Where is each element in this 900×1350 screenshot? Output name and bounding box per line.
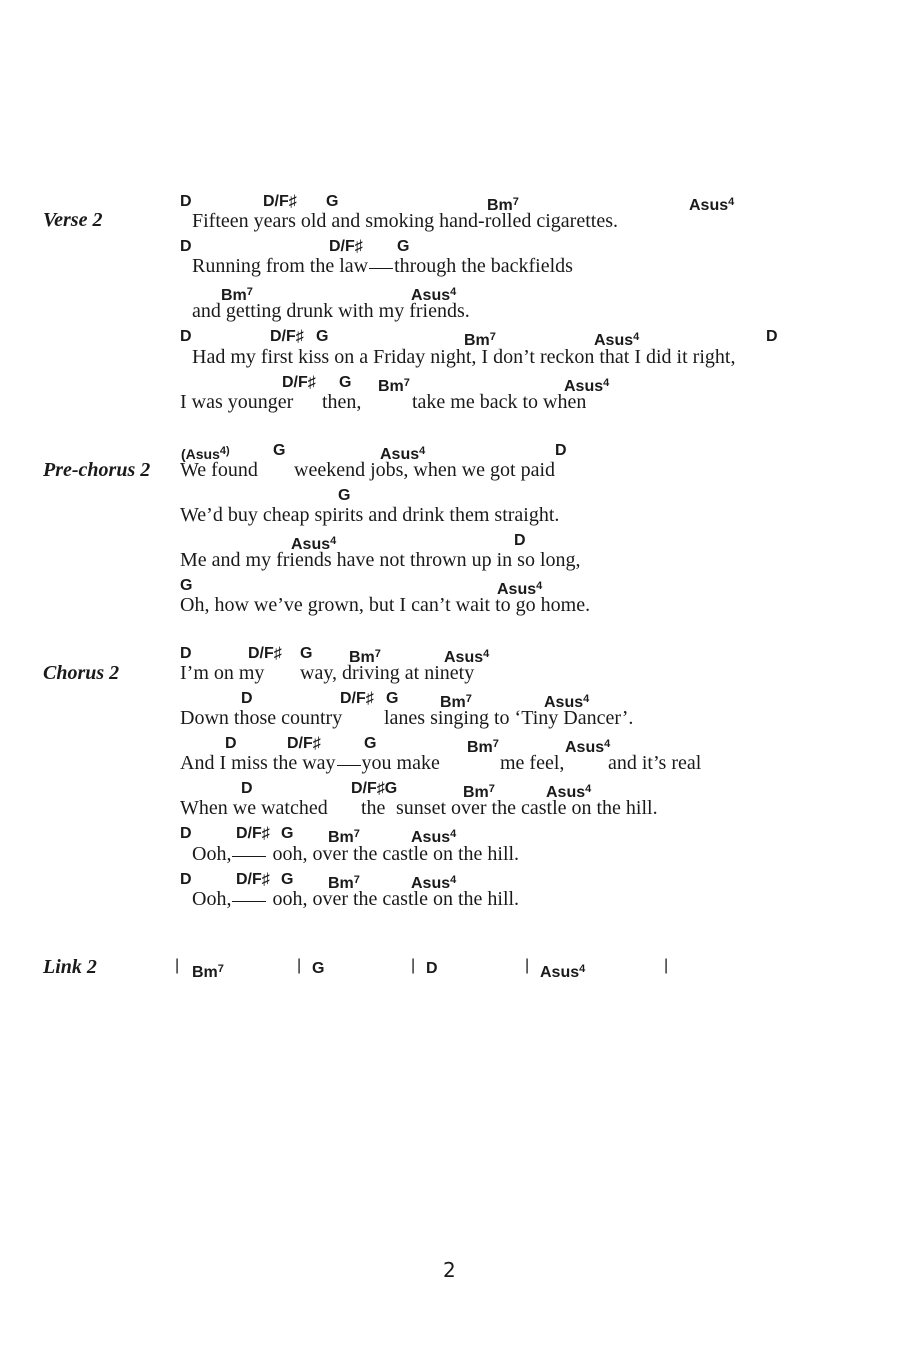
chord: Asus$^4$ bbox=[564, 377, 610, 395]
chord: D/F♯ bbox=[236, 871, 270, 888]
chord: Bm$^7$ bbox=[463, 783, 495, 801]
chord: Asus$^4$ bbox=[544, 693, 590, 711]
chord: D bbox=[180, 825, 192, 842]
lyric-line: take me back to when bbox=[412, 391, 587, 413]
chord: G bbox=[338, 487, 351, 504]
section-label-verse-2: Verse 2 bbox=[43, 209, 103, 231]
chord: D bbox=[766, 328, 778, 345]
lyric-line: and it’s real bbox=[608, 752, 702, 774]
bar-line: | bbox=[297, 957, 302, 974]
chord: Bm$^7$ bbox=[487, 196, 519, 214]
section-label-chorus-2: Chorus 2 bbox=[43, 662, 120, 684]
lyric-line: I’m on my bbox=[180, 662, 265, 684]
lyric-line: I was younger bbox=[180, 391, 294, 413]
chord: G bbox=[339, 374, 352, 391]
lyric-line: and getting drunk with my friends. bbox=[192, 300, 470, 322]
chord: G bbox=[180, 577, 193, 594]
chord: G bbox=[316, 328, 329, 345]
chord: D bbox=[180, 871, 192, 888]
lyric-line: Fifteen years old and smoking hand-rolled cigarettes. bbox=[192, 210, 618, 232]
lyric-line: Ooh, ooh, over the castle on the hill. bbox=[192, 843, 520, 865]
bar-line: | bbox=[175, 957, 180, 974]
chord: D/F♯ bbox=[340, 690, 374, 707]
chord: Bm$^7$ bbox=[221, 286, 253, 304]
chord: D/F♯ bbox=[263, 193, 297, 210]
chord: Asus$^4$ bbox=[411, 286, 457, 304]
chord: D/F♯G bbox=[351, 780, 398, 797]
chord: Asus$^4$ bbox=[291, 535, 337, 553]
lyric-line: Oh, how we’ve grown, but I can’t wait to go home. bbox=[180, 594, 591, 616]
chord: Asus$^4$ bbox=[411, 874, 457, 892]
chord: G bbox=[386, 690, 399, 707]
lyric-line: me feel, bbox=[500, 752, 565, 774]
bar-line: | bbox=[411, 957, 416, 974]
lyric-line: the bbox=[361, 797, 386, 819]
section-label-pre-chorus-2: Pre-chorus 2 bbox=[43, 459, 151, 481]
chord: Asus$^4$ bbox=[444, 648, 490, 666]
chord: D bbox=[225, 735, 237, 752]
chord: D bbox=[180, 328, 192, 345]
chord: D/F♯ bbox=[236, 825, 270, 842]
bar-chord: Bm$^7$ bbox=[192, 963, 224, 981]
lyric-line: We found bbox=[180, 459, 258, 481]
lyric-line: lanes singing to ‘Tiny Dancer’. bbox=[384, 707, 634, 729]
chord: Bm$^7$ bbox=[440, 693, 472, 711]
lyric-line: sunset over the castle on the hill. bbox=[396, 797, 658, 819]
chord: G bbox=[281, 871, 294, 888]
lyric-line: Running from the law through the backfields bbox=[192, 255, 573, 277]
chord: D/F♯ bbox=[329, 238, 363, 255]
lyric-line: Had my first kiss on a Friday night, I don’t reckon that I did it right, bbox=[192, 346, 736, 368]
lyric-line: When we watched bbox=[180, 797, 328, 819]
chord: Asus$^4$ bbox=[594, 331, 640, 349]
lyric-line: Ooh, ooh, over the castle on the hill. bbox=[192, 888, 520, 910]
chord: (Asus$^{4)}$ bbox=[181, 445, 230, 462]
chord: Asus$^4$ bbox=[565, 738, 611, 756]
section-label-link-2: Link 2 bbox=[43, 956, 97, 978]
lyric-line: then, bbox=[322, 391, 362, 413]
chord: Bm$^7$ bbox=[378, 377, 410, 395]
chord: D/F♯ bbox=[282, 374, 316, 391]
chord: D bbox=[555, 442, 567, 459]
chord: G bbox=[300, 645, 313, 662]
bar-chord: Asus$^4$ bbox=[540, 963, 586, 981]
chord: D bbox=[241, 780, 253, 797]
chord: Bm$^7$ bbox=[328, 874, 360, 892]
bar-line: | bbox=[525, 957, 530, 974]
lyric-line: way, driving at ninety bbox=[300, 662, 475, 684]
lyric-line: weekend jobs, when we got paid bbox=[294, 459, 556, 481]
chord: G bbox=[273, 442, 286, 459]
chord: Bm$^7$ bbox=[464, 331, 496, 349]
chord: D bbox=[241, 690, 253, 707]
lyric-line: We’d buy cheap spirits and drink them straight. bbox=[180, 504, 560, 526]
chord: D/F♯ bbox=[287, 735, 321, 752]
chord: D bbox=[180, 238, 192, 255]
chord: D/F♯ bbox=[248, 645, 282, 662]
chord: Bm$^7$ bbox=[349, 648, 381, 666]
lyric-line: Down those country bbox=[180, 707, 343, 729]
lyric-line: Me and my friends have not thrown up in so long, bbox=[180, 549, 581, 571]
chord: Asus$^4$ bbox=[689, 196, 735, 214]
chord: G bbox=[326, 193, 339, 210]
page-number: 2 bbox=[443, 1258, 456, 1282]
chord: Asus$^4$ bbox=[380, 445, 426, 463]
chord: G bbox=[281, 825, 294, 842]
bar-line: | bbox=[664, 957, 669, 974]
chord: Bm$^7$ bbox=[467, 738, 499, 756]
chord: Asus$^4$ bbox=[546, 783, 592, 801]
chord: D/F♯ bbox=[270, 328, 304, 345]
chord: Asus$^4$ bbox=[411, 828, 457, 846]
chord: G bbox=[397, 238, 410, 255]
chord: D bbox=[514, 532, 526, 549]
chord: D bbox=[180, 193, 192, 210]
bar-chord: G bbox=[312, 960, 325, 977]
chord: G bbox=[364, 735, 377, 752]
chord: Bm$^7$ bbox=[328, 828, 360, 846]
bar-chord: D bbox=[426, 960, 438, 977]
chord: Asus$^4$ bbox=[497, 580, 543, 598]
lyric-line: And I miss the way you make bbox=[180, 752, 440, 774]
chord: D bbox=[180, 645, 192, 662]
